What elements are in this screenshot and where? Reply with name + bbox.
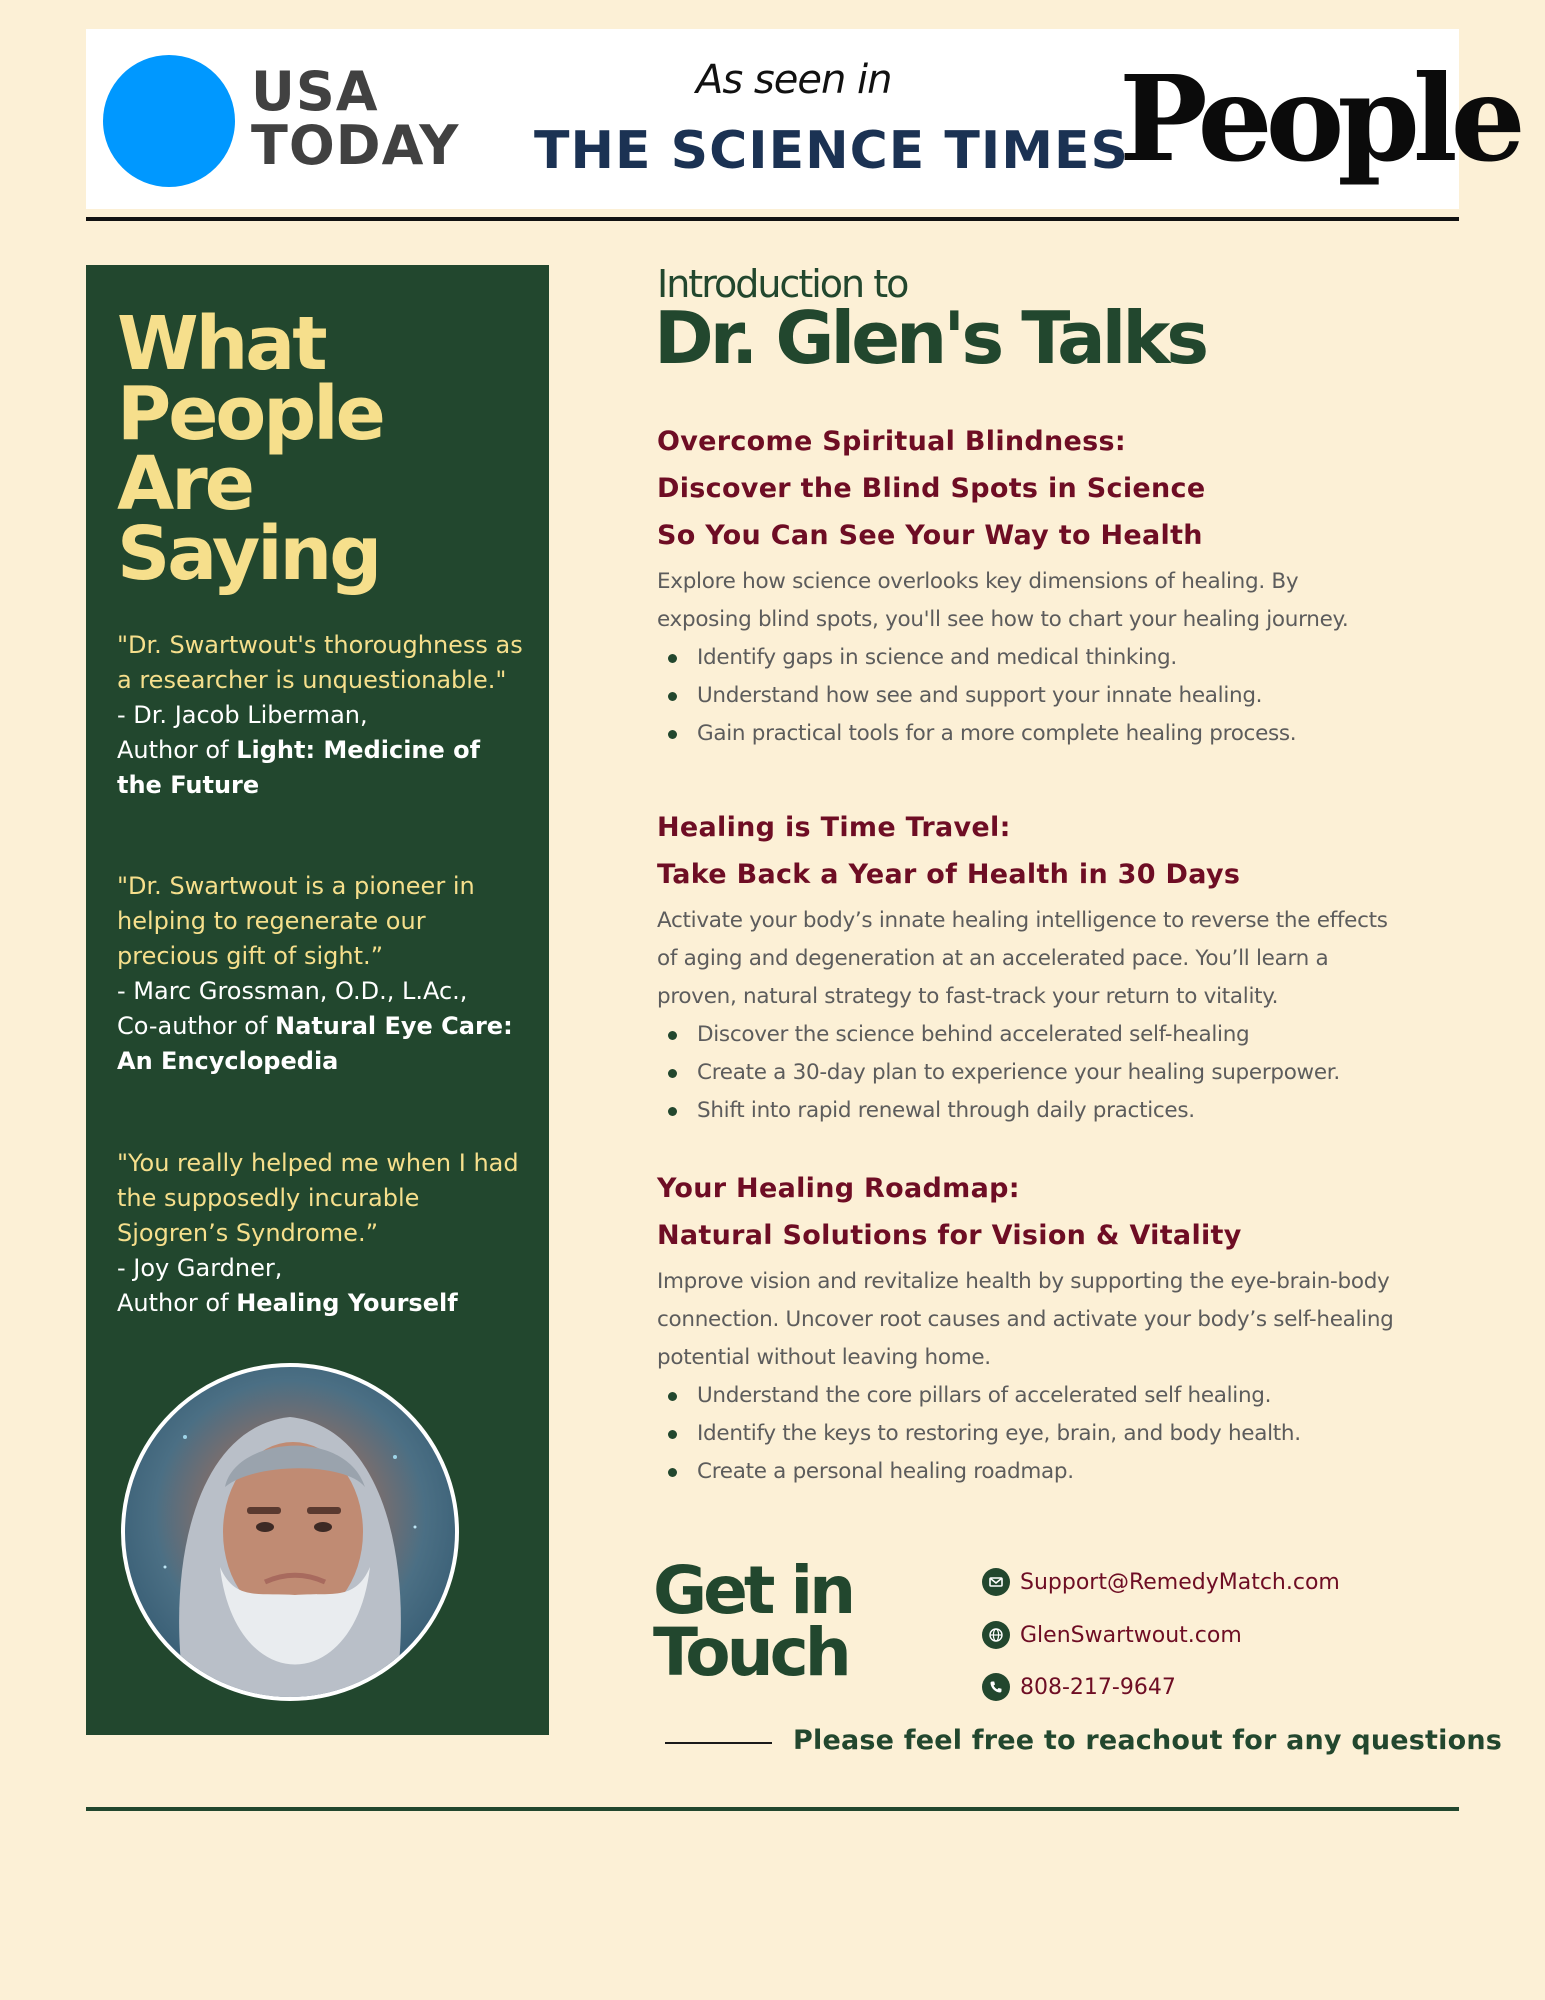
title-line: People: [117, 371, 383, 457]
bullet-dot: [668, 730, 677, 739]
testimonials-panel: [86, 265, 549, 1735]
list-item: [657, 1453, 1397, 1491]
bullet-dot: [668, 1468, 677, 1477]
testimonials-title: [117, 301, 537, 597]
bullet-dot: [668, 1107, 677, 1116]
list-item: [657, 1054, 1397, 1092]
list-item: [657, 1092, 1397, 1130]
list-item: [657, 1016, 1397, 1054]
science-times-logo: THE SCIENCE TIMES: [534, 121, 1129, 181]
book-prefix: Author of: [117, 1289, 237, 1317]
talk-heading: Your Healing Roadmap:: [657, 1173, 1020, 1204]
list-item: [657, 1415, 1397, 1453]
contact-note: Please feel free to reachout for any questions: [793, 1725, 1503, 1756]
contact-website[interactable]: [982, 1621, 1242, 1649]
talk-description: Explore how science overlooks key dimensions of healing. By exposing blind spots, you'll see how to chart your healing journey.: [657, 569, 1349, 632]
talk-section: [657, 418, 1397, 753]
bullet-text: Identify the keys to restoring eye, brain, and body health.: [697, 1421, 1301, 1446]
bullet-text: Shift into rapid renewal through daily practices.: [697, 1098, 1195, 1123]
talk-heading: Natural Solutions for Vision & Vitality: [657, 1220, 1242, 1251]
quote-author: - Marc Grossman, O.D., L.Ac.,: [117, 977, 468, 1005]
bullet-text: Create a personal healing roadmap.: [697, 1459, 1074, 1484]
bullet-text: Discover the science behind accelerated self-healing: [697, 1022, 1250, 1047]
talk-heading: Overcome Spiritual Blindness:: [657, 426, 1126, 457]
phone-icon: [982, 1673, 1010, 1701]
quote-author: - Dr. Jacob Liberman,: [117, 701, 368, 729]
talk-heading: Healing is Time Travel:: [657, 812, 1011, 843]
bullet-text: Identify gaps in science and medical thinking.: [697, 645, 1177, 670]
testimonial-quote: [117, 628, 527, 803]
top-divider: [86, 217, 1459, 221]
bullet-dot: [668, 1031, 677, 1040]
book-title: Light: Medicine of the Future: [117, 736, 481, 799]
talk-bullets: [657, 639, 1397, 753]
author-portrait: [121, 1363, 459, 1701]
list-item: [657, 715, 1397, 753]
book-title: Healing Yourself: [236, 1289, 458, 1317]
contact-email[interactable]: [982, 1568, 1340, 1596]
usa-today-line2: TODAY: [251, 114, 460, 177]
usa-today-logo-circle: [103, 55, 235, 187]
contact-title-line: Touch: [653, 1614, 848, 1691]
website-link[interactable]: GlenSwartwout.com: [1020, 1622, 1242, 1648]
bullet-text: Create a 30-day plan to experience your healing superpower.: [697, 1060, 1340, 1085]
bullet-dot: [668, 1069, 677, 1078]
quote-book: [117, 1009, 527, 1079]
bullet-dot: [668, 1392, 677, 1401]
quote-book: [117, 1286, 527, 1321]
intro-label: Introduction to: [657, 262, 908, 306]
talk-description: Improve vision and revitalize health by supporting the eye-brain-body connection. Uncover root causes and activate your body’s self-healing potential without leaving home.: [657, 1269, 1394, 1370]
email-link[interactable]: Support@RemedyMatch.com: [1020, 1569, 1340, 1595]
contact-phone[interactable]: [982, 1673, 1176, 1701]
talk-bullets: [657, 1377, 1397, 1491]
talk-heading: Discover the Blind Spots in Science: [657, 473, 1206, 504]
talk-bullets: [657, 1016, 1397, 1130]
quote-text: "You really helped me when I had the supposedly incurable Sjogren’s Syndrome.”: [117, 1149, 519, 1247]
bullet-text: Understand the core pillars of accelerated self healing.: [697, 1383, 1272, 1408]
quote-book: [117, 733, 527, 803]
talk-heading: Take Back a Year of Health in 30 Days: [657, 859, 1241, 890]
quote-author: - Joy Gardner,: [117, 1254, 283, 1282]
quote-text: "Dr. Swartwout's thoroughness as a researcher is unquestionable.": [117, 631, 523, 694]
title-line: Are: [117, 441, 252, 527]
list-item: [657, 1377, 1397, 1415]
list-item: [657, 639, 1397, 677]
testimonial-quote: [117, 869, 527, 1079]
usa-today-line1: USA: [251, 60, 379, 123]
title-line: What: [117, 301, 325, 387]
testimonial-quote: [117, 1146, 527, 1321]
bullet-text: Understand how see and support your innate healing.: [697, 683, 1263, 708]
quote-text: "Dr. Swartwout is a pioneer in helping to regenerate our precious gift of sight.”: [117, 872, 475, 970]
envelope-icon: [982, 1568, 1010, 1596]
as-seen-in-label: As seen in: [696, 57, 892, 103]
phone-number[interactable]: 808-217-9647: [1020, 1674, 1176, 1700]
bottom-divider: [86, 1807, 1459, 1811]
book-prefix: Co-author of: [117, 1012, 276, 1040]
talk-section: [657, 1165, 1397, 1491]
globe-icon: [982, 1621, 1010, 1649]
book-prefix: Author of: [117, 736, 237, 764]
portrait-illustration: [125, 1367, 455, 1697]
bullet-text: Gain practical tools for a more complete healing process.: [697, 721, 1297, 746]
press-banner: [86, 29, 1519, 209]
note-divider: [665, 1742, 772, 1744]
page-title: Dr. Glen's Talks: [654, 296, 1206, 380]
talk-section: [657, 804, 1397, 1130]
contact-title-line: Get in: [653, 1552, 853, 1629]
contact-title: [653, 1552, 853, 1691]
people-logo: People: [1119, 49, 1519, 188]
talk-heading: So You Can See Your Way to Health: [657, 520, 1203, 551]
title-line: Saying: [117, 511, 380, 597]
usa-today-logo-text: [251, 60, 460, 177]
bullet-dot: [668, 1430, 677, 1439]
bullet-dot: [668, 654, 677, 663]
talk-description: Activate your body’s innate healing intelligence to reverse the effects of aging and degeneration at an accelerated pace. You’ll learn a proven, natural strategy to fast-track your return to vitality.: [657, 908, 1388, 1009]
book-title: Natural Eye Care: An Encyclopedia: [117, 1012, 513, 1075]
bullet-dot: [668, 692, 677, 701]
list-item: [657, 677, 1397, 715]
